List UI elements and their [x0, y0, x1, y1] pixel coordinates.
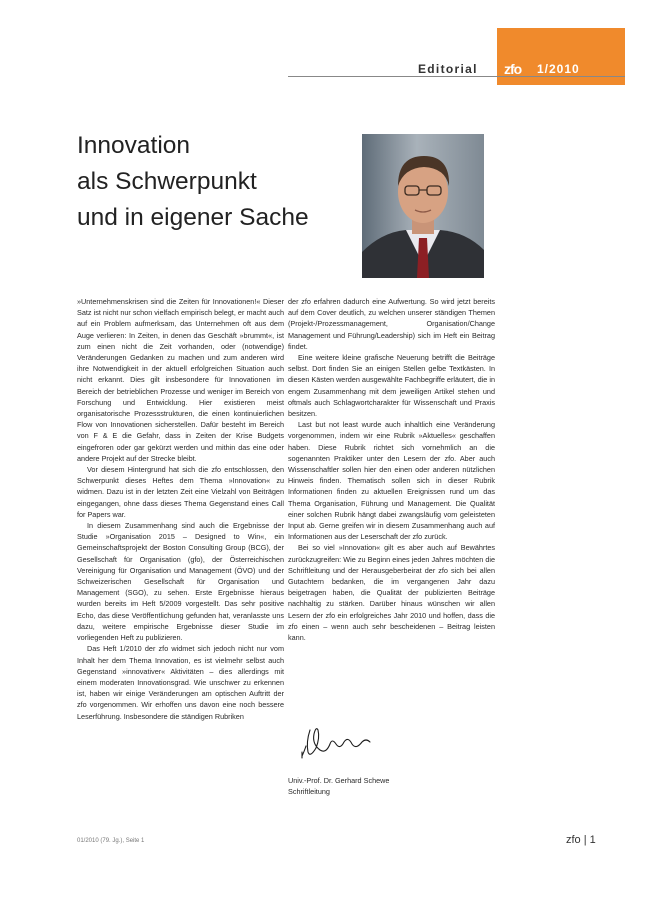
zfo-logo: zfo: [504, 61, 522, 77]
author-name: Univ.-Prof. Dr. Gerhard Schewe: [288, 776, 390, 785]
title-line: als Schwerpunkt: [77, 168, 257, 195]
paragraph: Last but not least wurde auch inhaltlich eine Veränderung vorgenommen, indem wir eine Rubrik »Aktuelles« geschaffen haben. Diese Rubrik richtet sich vornehmlich an die sogenannten Praktiker unter den Lesern der zfo. Aber auch Wissenschaftler sollen hier den einen oder anderen nützlichen Hinweis finden. Thematisch sollen sich in dieser Rubrik Informationen finden zu aktuellen Ereignissen rund um das Thema Organisation, Führung und Management. Die Qualität einer solchen Rubrik hängt dabei zwangsläufig vom geleisteten Input ab. Gerne greifen wir in diesem Zusammenhang auch auf Informationen aus der Leserschaft der zfo zurück.: [288, 420, 495, 542]
title-line: Innovation: [77, 132, 191, 159]
portrait-illustration: [362, 134, 484, 278]
paragraph: »Unternehmenskrisen sind die Zeiten für Innovationen!« Dieser Satz ist nicht nur schon vielfach empirisch belegt, er macht auch auf ein Problem aufmerksam, das Unternehmen oft aus dem Auge verlieren: In Zeiten, in denen das Geschäft »brummt«, ist zum einen nicht die Zeit vorhanden, oder (notwendige) Veränderungen Gedanken zu machen und zum anderen wird ihre Notwendigkeit in der aktuell erfolgreichen Situation auch nicht erkannt. Dies gilt insbesondere für Innovationen im Bereich der betrieblichen Prozesse und weniger im Bereich von Forschung und Entwicklung. Hier existieren meist organisatorische Prozessstrukturen, die einen kontinuierlichen Flow von Innovationen sicherstellen. Dafür besteht im Bereich von F & E die Gefahr, dass in Zeiten der Krise Budgets eingefroren oder gar gekürzt werden und mithin das eine oder andere Projekt auf der Strecke bleibt.: [77, 297, 284, 463]
author-portrait-photo: [362, 134, 484, 278]
page-number: zfo | 1: [566, 834, 596, 846]
header-rule: [288, 76, 625, 77]
paragraph: In diesem Zusammenhang sind auch die Ergebnisse der Studie »Organisation 2015 – Designed to Win«, ein Gemeinschaftsprojekt der Boston Consulting Group (BCG), der Gesellschaft für Organisation (gfo), der Österreichischen Vereinigung für Organisation und Management (ÖVO) und der Schweizerischen Gesellschaft für Organisation und Management (SGO), zu sehen. Erste Ergebnisse hieraus wurden bereits im Heft 5/2009 vorgestellt. Das sehr positive Echo, das diese Veröffentlichung gefunden hat, veranlasste uns dazu, weitere empirische Ergebnisse dieser Studie im vorliegenden Heft zu publizieren.: [77, 521, 284, 643]
article-column-left: [77, 296, 284, 722]
author-role: Schriftleitung: [288, 787, 330, 797]
article-column-right: [288, 296, 495, 643]
title-line: und in eigener Sache: [77, 204, 309, 231]
paragraph: Vor diesem Hintergrund hat sich die zfo entschlossen, den Schwerpunkt dieses Heftes dem Thema »Innovation« zu widmen. Dazu ist in der letzten Zeit eine Vielzahl von Beiträgen eingegangen, ohne dass dieses Thema Gegenstand eines Call for Papers war.: [77, 465, 284, 519]
paragraph: der zfo erfahren dadurch eine Aufwertung. So wird jetzt bereits auf dem Cover deutlich, zu welchen unserer ständigen Themen (Projekt-/Prozessmanagement, Organisation/Change Management und Führung/Leadership) sich im Heft ein Beitrag findet.: [288, 297, 495, 351]
section-label: Editorial: [418, 62, 478, 76]
footer-citation: 01/2010 (79. Jg.), Seite 1: [77, 838, 145, 844]
handwritten-signature: [296, 722, 386, 762]
paragraph: Eine weitere kleine grafische Neuerung betrifft die Beiträge selbst. Dort finden Sie an einigen Stellen gelbe Textkästen. In diesen Kästen werden ausgewählte Fachbegriffe erläutert, die in engem Zusammenhang mit dem jeweiligen Artikel stehen und oftmals auch Schlagwortcharakter für Wissenschaft und Praxis besitzen.: [288, 353, 495, 419]
paragraph: Das Heft 1/2010 der zfo widmet sich jedoch nicht nur vom Inhalt her dem Thema Innovation, es ist vielmehr selbst auch Gegenstand »innovativer« Aktivitäten – dies allerdings mit einem moderaten Innovationsgrad. Wie unschwer zu erkennen ist, haben wir einige Veränderungen am optischen Auftritt der zfo vorgenommen. Wir erhoffen uns davon eine noch bessere Leserführung. Insbesondere die ständigen Rubriken: [77, 644, 284, 721]
page-title: [77, 128, 309, 236]
signoff-block: [288, 775, 389, 797]
paragraph: Bei so viel »Innovation« gilt es aber auch auf Bewährtes zurückzugreifen: Wie zu Beginn eines jeden Jahres möchten die Schriftleitung und der Herausgeberbeirat der zfo sich bei allen Gutachtern bedanken, die im vergangenen Jahr dazu beigetragen haben, die Qualität der publizierten Beiträge nachhaltig zu stärken. Darüber hinaus wünschen wir allen Lesern der zfo ein erfolgreiches Jahr 2010 und hoffen, dass die zfo einen – wenn auch sehr bescheidenen – Beitrag leisten kann.: [288, 543, 495, 643]
issue-number: 1/2010: [537, 62, 580, 76]
